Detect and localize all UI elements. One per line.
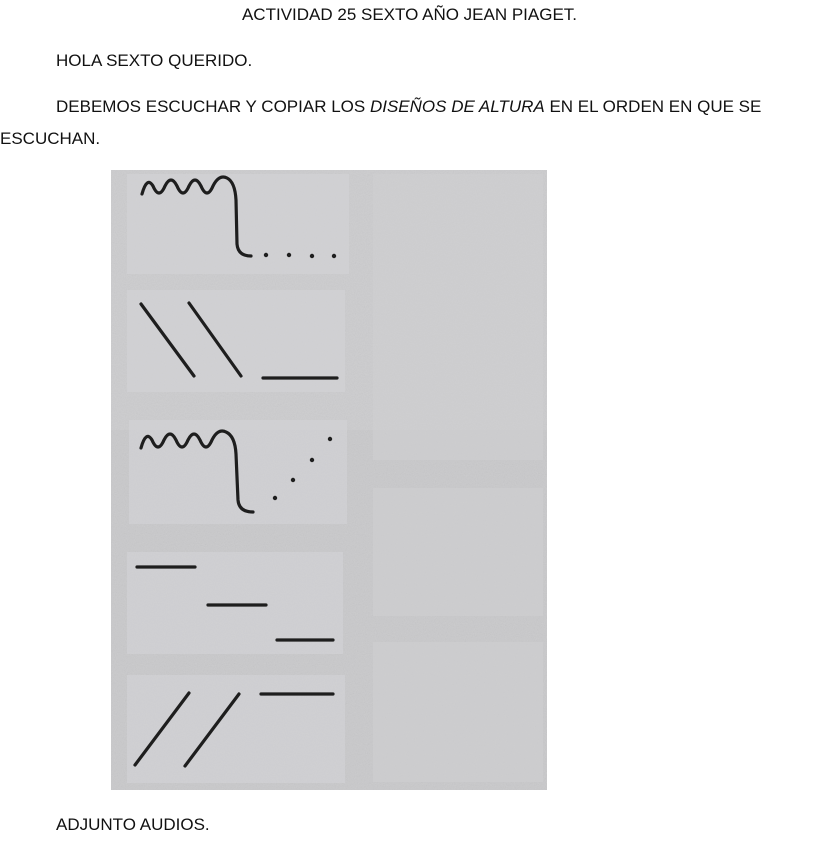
instruction-text <box>56 97 761 117</box>
closing-text: ADJUNTO AUDIOS. <box>56 815 210 834</box>
answer-panel-bottom <box>373 642 543 782</box>
answer-panel-middle <box>373 488 543 616</box>
greeting-text: HOLA SEXTO QUERIDO. <box>56 51 253 70</box>
pitch-designs-drawing <box>111 170 547 790</box>
instruction-continuation: ESCUCHAN. <box>0 129 101 148</box>
instruction-text-end: EN EL ORDEN EN QUE SE <box>544 97 762 116</box>
instruction-text-start: DEBEMOS ESCUCHAR Y COPIAR LOS <box>56 97 370 116</box>
instruction-emphasis: DISEÑOS DE ALTURA <box>369 97 545 116</box>
design-panel-5 <box>127 675 345 783</box>
document-title: ACTIVIDAD 25 SEXTO AÑO JEAN PIAGET. <box>241 5 578 24</box>
pitch-designs-photo <box>111 170 547 790</box>
answer-panel-top <box>373 174 543 460</box>
